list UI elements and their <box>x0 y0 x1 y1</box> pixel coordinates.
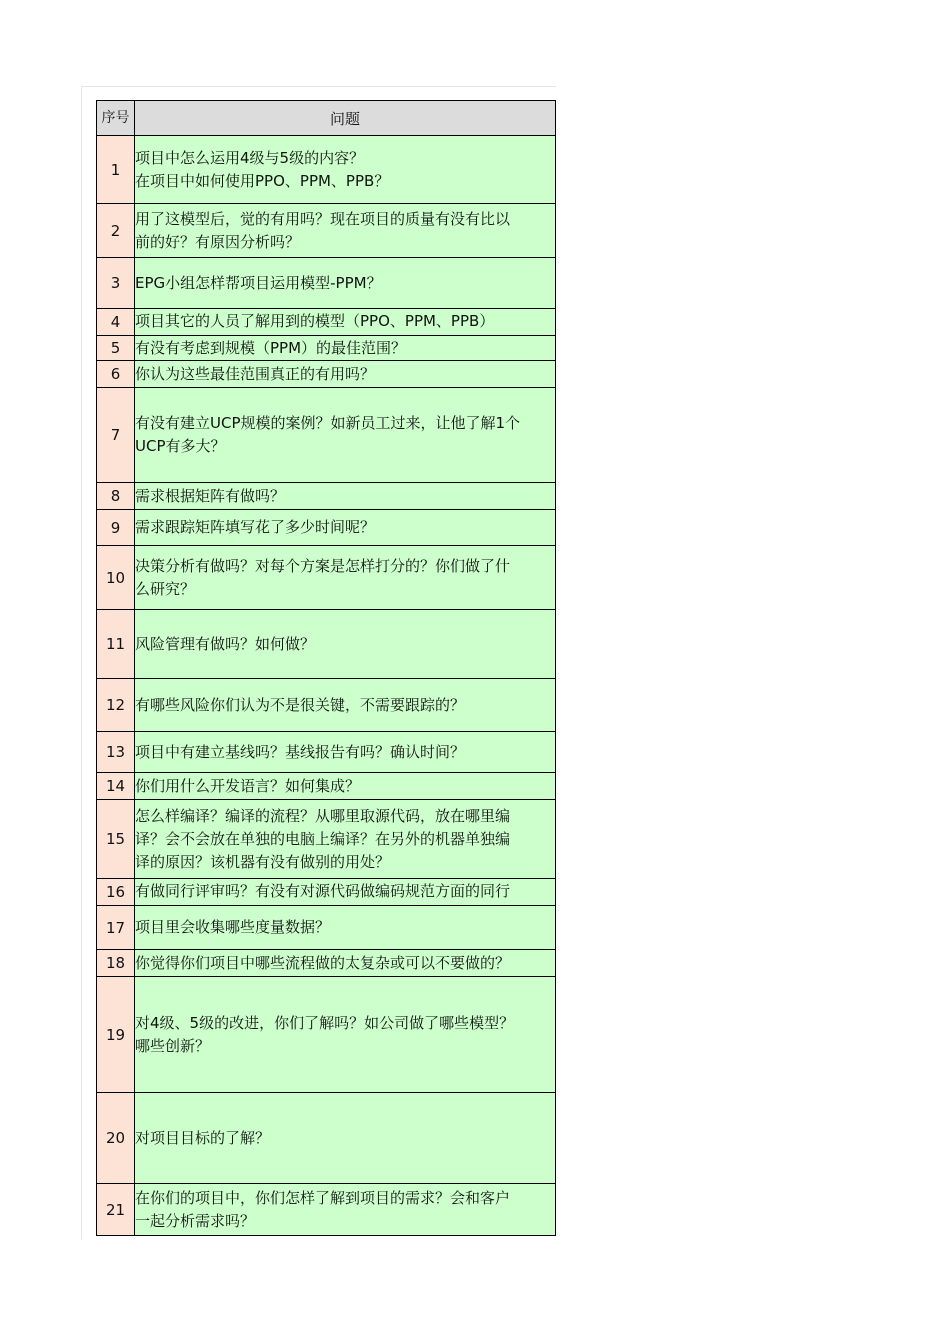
table-row <box>97 136 556 204</box>
row-number: 9 <box>97 510 135 546</box>
question-text-line: 你认为这些最佳范围真正的有用吗？ <box>135 364 376 383</box>
question-cell <box>135 483 556 510</box>
question-cell <box>135 136 556 204</box>
row-number: 14 <box>97 773 135 800</box>
question-text-line: 一起分析需求吗？ <box>135 1211 256 1230</box>
question-text-line: 译的原因？该机器有没有做别的用处？ <box>135 852 391 871</box>
table-row <box>97 950 556 977</box>
row-number: 20 <box>97 1093 135 1184</box>
question-cell <box>135 1093 556 1184</box>
table-row <box>97 309 556 336</box>
table-row <box>97 204 556 258</box>
question-cell <box>135 361 556 388</box>
table-row <box>97 679 556 732</box>
question-text-line: 怎么样编译？编译的流程？从哪里取源代码，放在哪里编 <box>135 806 511 825</box>
question-cell <box>135 510 556 546</box>
question-cell <box>135 800 556 879</box>
question-cell <box>135 879 556 906</box>
question-text-line: 有哪些风险你们认为不是很关键，不需要跟踪的？ <box>135 695 466 714</box>
question-text-line: 项目中有建立基线吗？基线报告有吗？确认时间？ <box>135 742 466 761</box>
question-text-line: 需求根据矩阵有做吗？ <box>135 486 286 505</box>
question-cell <box>135 679 556 732</box>
question-cell <box>135 1184 556 1236</box>
row-number: 21 <box>97 1184 135 1236</box>
header-number: 序号 <box>97 101 135 136</box>
row-number: 16 <box>97 879 135 906</box>
table-row <box>97 510 556 546</box>
row-number: 1 <box>97 136 135 204</box>
question-cell <box>135 258 556 309</box>
question-cell <box>135 546 556 610</box>
row-number: 10 <box>97 546 135 610</box>
question-cell <box>135 336 556 361</box>
row-number: 17 <box>97 906 135 950</box>
question-text-line: 前的好？有原因分析吗？ <box>135 232 301 251</box>
table-row <box>97 977 556 1093</box>
table-row <box>97 388 556 483</box>
table-row <box>97 879 556 906</box>
row-number: 2 <box>97 204 135 258</box>
question-text-line: 么研究？ <box>135 579 196 598</box>
row-number: 3 <box>97 258 135 309</box>
table-row <box>97 1093 556 1184</box>
question-cell <box>135 977 556 1093</box>
row-number: 18 <box>97 950 135 977</box>
question-cell <box>135 388 556 483</box>
table-row <box>97 800 556 879</box>
question-text-line: 在你们的项目中，你们怎样了解到项目的需求？会和客户 <box>135 1188 511 1207</box>
question-cell <box>135 773 556 800</box>
question-text-line: 哪些创新？ <box>135 1036 211 1055</box>
question-text-line: 风险管理有做吗？如何做？ <box>135 634 316 653</box>
table-row <box>97 258 556 309</box>
question-text-line: 对4级、5级的改进，你们了解吗？如公司做了哪些模型？ <box>135 1013 515 1032</box>
question-table <box>96 100 556 1236</box>
table-header-row <box>97 101 556 136</box>
table-row <box>97 732 556 773</box>
question-cell <box>135 950 556 977</box>
question-text-line: 有做同行评审吗？有没有对源代码做编码规范方面的同行 <box>135 881 511 900</box>
question-cell <box>135 906 556 950</box>
row-number: 11 <box>97 610 135 679</box>
row-number: 15 <box>97 800 135 879</box>
question-text-line: 项目里会收集哪些度量数据？ <box>135 918 331 936</box>
row-number: 19 <box>97 977 135 1093</box>
row-number: 8 <box>97 483 135 510</box>
row-number: 5 <box>97 336 135 361</box>
question-text-line: 有没有考虑到规模（PPM）的最佳范围？ <box>135 338 407 357</box>
question-text-line: 你们用什么开发语言？如何集成？ <box>135 776 361 795</box>
question-cell <box>135 204 556 258</box>
question-text-line <box>135 333 555 335</box>
question-text-line: 有没有建立UCP规模的案例？如新员工过来，让他了解1个 <box>135 414 521 432</box>
question-text-line: 用了这模型后，觉的有用吗？现在项目的质量有没有比以 <box>135 209 511 228</box>
row-number: 13 <box>97 732 135 773</box>
table-row <box>97 906 556 950</box>
question-text-line: 需求跟踪矩阵填写花了多少时间呢？ <box>135 518 376 536</box>
question-cell <box>135 309 556 336</box>
table-row <box>97 610 556 679</box>
question-text-line: 项目中怎么运用4级与5级的内容？ <box>135 148 365 167</box>
table-row <box>97 483 556 510</box>
question-text-line: 决策分析有做吗？对每个方案是怎样打分的？你们做了什 <box>135 556 511 575</box>
row-number: 6 <box>97 361 135 388</box>
table-row <box>97 361 556 388</box>
question-text-line: UCP有多大？ <box>135 437 226 455</box>
question-cell <box>135 732 556 773</box>
row-number: 7 <box>97 388 135 483</box>
table-row <box>97 1184 556 1236</box>
row-number: 4 <box>97 309 135 336</box>
question-rows <box>97 136 556 1236</box>
question-cell <box>135 610 556 679</box>
row-number: 12 <box>97 679 135 732</box>
question-text-line: 项目其它的人员了解用到的模型（PPO、PPM、PPB） <box>135 311 495 330</box>
question-text-line <box>135 903 555 905</box>
question-text-line: 译？会不会放在单独的电脑上编译？在另外的机器单独编 <box>135 829 511 848</box>
question-text-line: 在项目中如何使用PPO、PPM、PPB？ <box>135 171 390 190</box>
question-text-line: 你觉得你们项目中哪些流程做的太复杂或可以不要做的？ <box>135 953 511 972</box>
table-row <box>97 773 556 800</box>
question-text-line: EPG小组怎样帮项目运用模型-PPM？ <box>135 273 382 292</box>
header-question: 问题 <box>135 101 556 136</box>
table-row <box>97 546 556 610</box>
question-text-line: 对项目目标的了解？ <box>135 1128 271 1147</box>
table-row <box>97 336 556 361</box>
